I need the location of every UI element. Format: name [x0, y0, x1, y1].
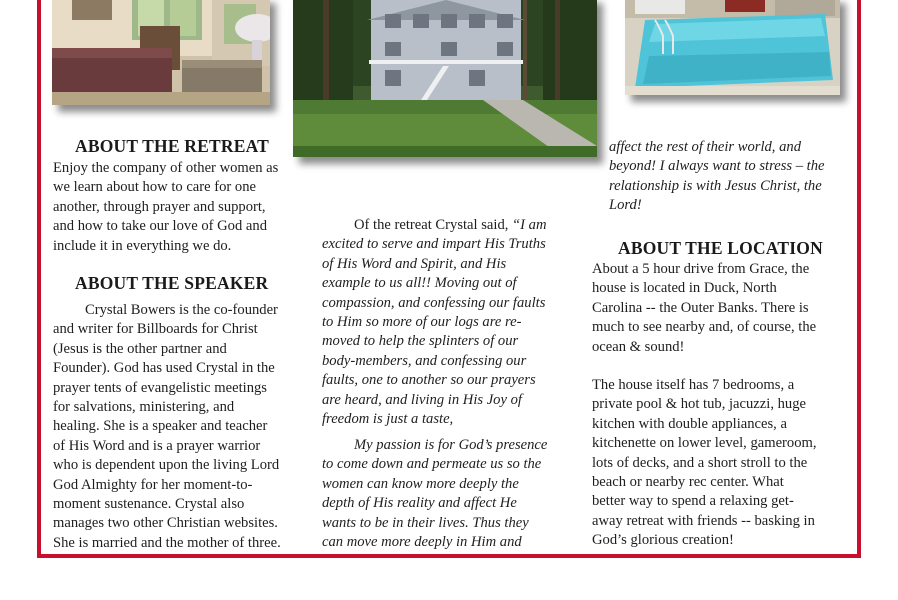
text-line: of His Word and Spirit, and His [322, 255, 507, 272]
text-line: lots of decks, and a short stroll to the [592, 454, 808, 471]
text-line: My passion is for God’s presence [354, 437, 548, 453]
text-line: women can know more deeply the [322, 475, 519, 492]
text-line: Founder). God has used Crystal in the [53, 360, 275, 377]
text-line: much to see nearby and, of course, the [592, 319, 817, 336]
quote-text [322, 216, 547, 429]
text-line: to Him so more of our logs are re- [322, 314, 522, 331]
text-line: and how to take our love of God and [53, 218, 267, 235]
beach-house-photo [293, 0, 597, 157]
text-line: house is located in Duck, North [592, 280, 777, 297]
text-line: better way to spend a relaxing get- [592, 493, 794, 510]
text-line: (Jesus is the other partner and [53, 340, 227, 357]
living-room-photo [52, 0, 270, 105]
location-heading: ABOUT THE LOCATION [618, 238, 823, 258]
text-line: beach or nearby rec center. What [592, 474, 784, 491]
text-line: God’s glorious creation! [592, 532, 734, 549]
quote-lead: Of the retreat Crystal said, [354, 217, 513, 233]
pool-photo [625, 0, 840, 95]
text-line: to come down and permeate us so the [322, 456, 542, 473]
text-line: example to us all!! Moving out of [322, 275, 517, 292]
text-line: freedom is just a taste, [322, 411, 454, 428]
text-line: relationship is with Jesus Christ, the [609, 177, 822, 194]
text-line: are heard, and living in His Joy of [322, 391, 522, 408]
quote-open: “I am [512, 217, 547, 233]
text-line: away retreat with friends -- basking in [592, 512, 815, 529]
text-line: moment sustenance. Crystal also [53, 496, 245, 513]
text-line: affect the rest of their world, and [609, 139, 801, 155]
speaker-heading: ABOUT THE SPEAKER [75, 273, 269, 293]
text-line: ocean & sound! [592, 338, 685, 355]
text-line: wants to be in their lives. Thus they [322, 514, 529, 531]
text-line: Crystal Bowers is the co-founder [85, 302, 278, 318]
text-line: excited to serve and impart His Truths [322, 236, 546, 253]
text-line: prayer tents of evangelistic meetings [53, 379, 267, 396]
text-line: healing. She is a speaker and teacher [53, 418, 268, 435]
text-line: kitchen with double appliances, a [592, 415, 787, 432]
text-line: who is dependent upon the living Lord [53, 457, 280, 474]
text-line: another, through prayer and support, [53, 198, 266, 215]
text-line: private pool & hot tub, jacuzzi, huge [592, 396, 806, 413]
text-line: body-members, and confessing our [322, 352, 527, 369]
location-text-2 [592, 376, 817, 551]
quote-text-2 [322, 436, 547, 552]
text-line: faults, one to another so our prayers [322, 372, 536, 389]
retreat-text [53, 159, 278, 256]
text-line: Lord! [609, 197, 642, 214]
text-line: God Almighty for her moment-to- [53, 476, 253, 493]
quote-first-line [322, 216, 547, 235]
text-line: compassion, and confessing our faults [322, 294, 546, 311]
text-line: manages two other Christian websites. [53, 515, 278, 532]
text-line: of His Word and is a prayer warrior [53, 437, 261, 454]
text-line: and writer for Billboards for Christ [53, 321, 258, 338]
text-line: moved to help the splinters of our [322, 333, 519, 350]
text-line: we learn about how to care for one [53, 179, 257, 196]
quote-continued [609, 138, 825, 216]
text-line: depth of His reality and affect He [322, 495, 517, 512]
retreat-heading: ABOUT THE RETREAT [75, 136, 270, 156]
text-line: Enjoy the company of other women as [53, 160, 279, 176]
text-line: kitchenette on lower level, gameroom, [592, 435, 817, 452]
text-line: for salvations, ministering, and [53, 399, 235, 416]
text-line: can move more deeply in Him and [322, 534, 522, 551]
text-line: She is married and the mother of three. [53, 534, 281, 551]
text-line: beyond! I always want to stress – the [609, 158, 825, 175]
text-line: include it in everything we do. [53, 237, 232, 254]
location-text [592, 260, 816, 357]
text-line: Carolina -- the Outer Banks. There is [592, 299, 809, 316]
text-line: The house itself has 7 bedrooms, a [592, 377, 795, 393]
text-line: About a 5 hour drive from Grace, the [592, 261, 810, 277]
speaker-text [53, 301, 281, 553]
